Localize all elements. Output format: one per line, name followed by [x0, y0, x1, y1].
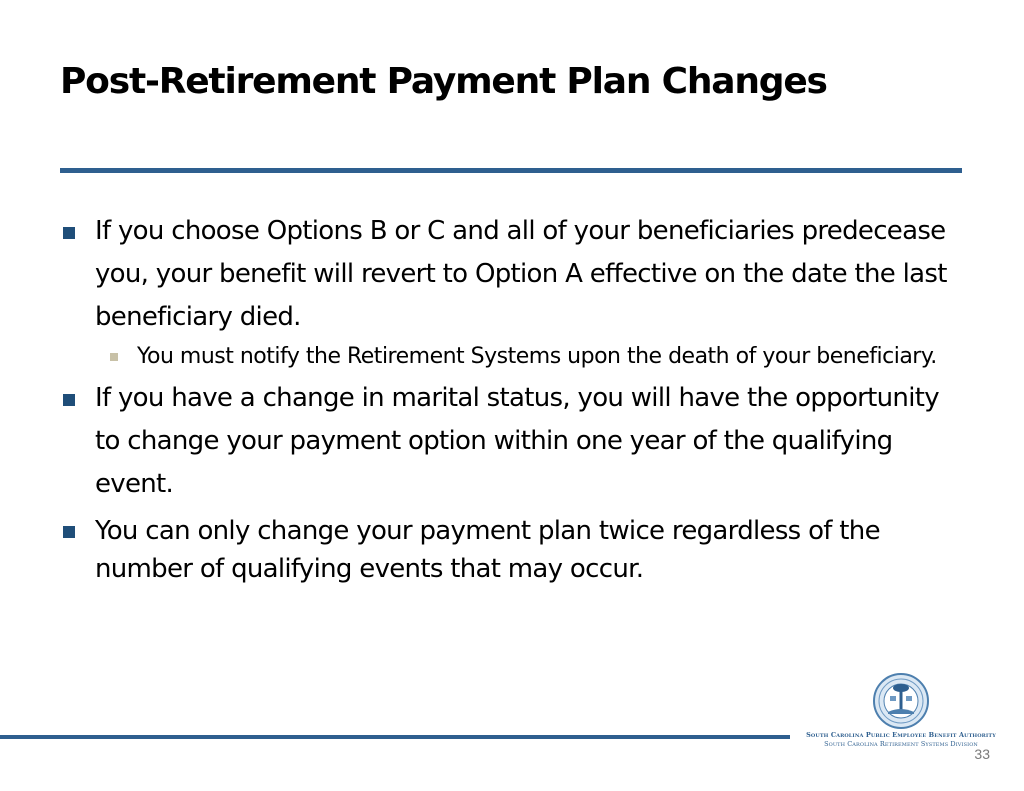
bullet-list: [60, 210, 970, 588]
sub-bullet-list: [95, 337, 970, 377]
square-sub-bullet-icon: [110, 353, 118, 361]
state-seal-icon: [868, 672, 934, 730]
slide-title: Post-Retirement Payment Plan Changes: [60, 61, 827, 102]
square-bullet-icon: [63, 227, 75, 239]
square-bullet-icon: [63, 394, 75, 406]
title-divider: [60, 168, 962, 173]
bullet-item: [60, 512, 970, 588]
square-bullet-icon: [63, 526, 75, 538]
division-name: South Carolina Retirement Systems Division: [824, 740, 978, 748]
bullet-text: If you have a change in marital status, you will have the opportunity to change your payment option within one year of the qualifying event.: [95, 383, 939, 499]
sub-bullet-item: [95, 337, 970, 377]
bullet-text: You can only change your payment plan twice regardless of the number of qualifying events that may occur.: [95, 516, 880, 584]
sub-bullet-text: You must notify the Retirement Systems upon the death of your beneficiary.: [137, 344, 937, 369]
bullet-text: If you choose Options B or C and all of your beneficiaries predecease you, your benefit will revert to Option A effective on the date the last beneficiary died.: [95, 216, 947, 332]
slide-number: 33: [974, 746, 990, 762]
bullet-item: [60, 210, 970, 377]
bullet-item: [60, 377, 970, 506]
footer-divider: [0, 735, 790, 739]
organization-name: South Carolina Public Employee Benefit Authority: [806, 731, 996, 739]
